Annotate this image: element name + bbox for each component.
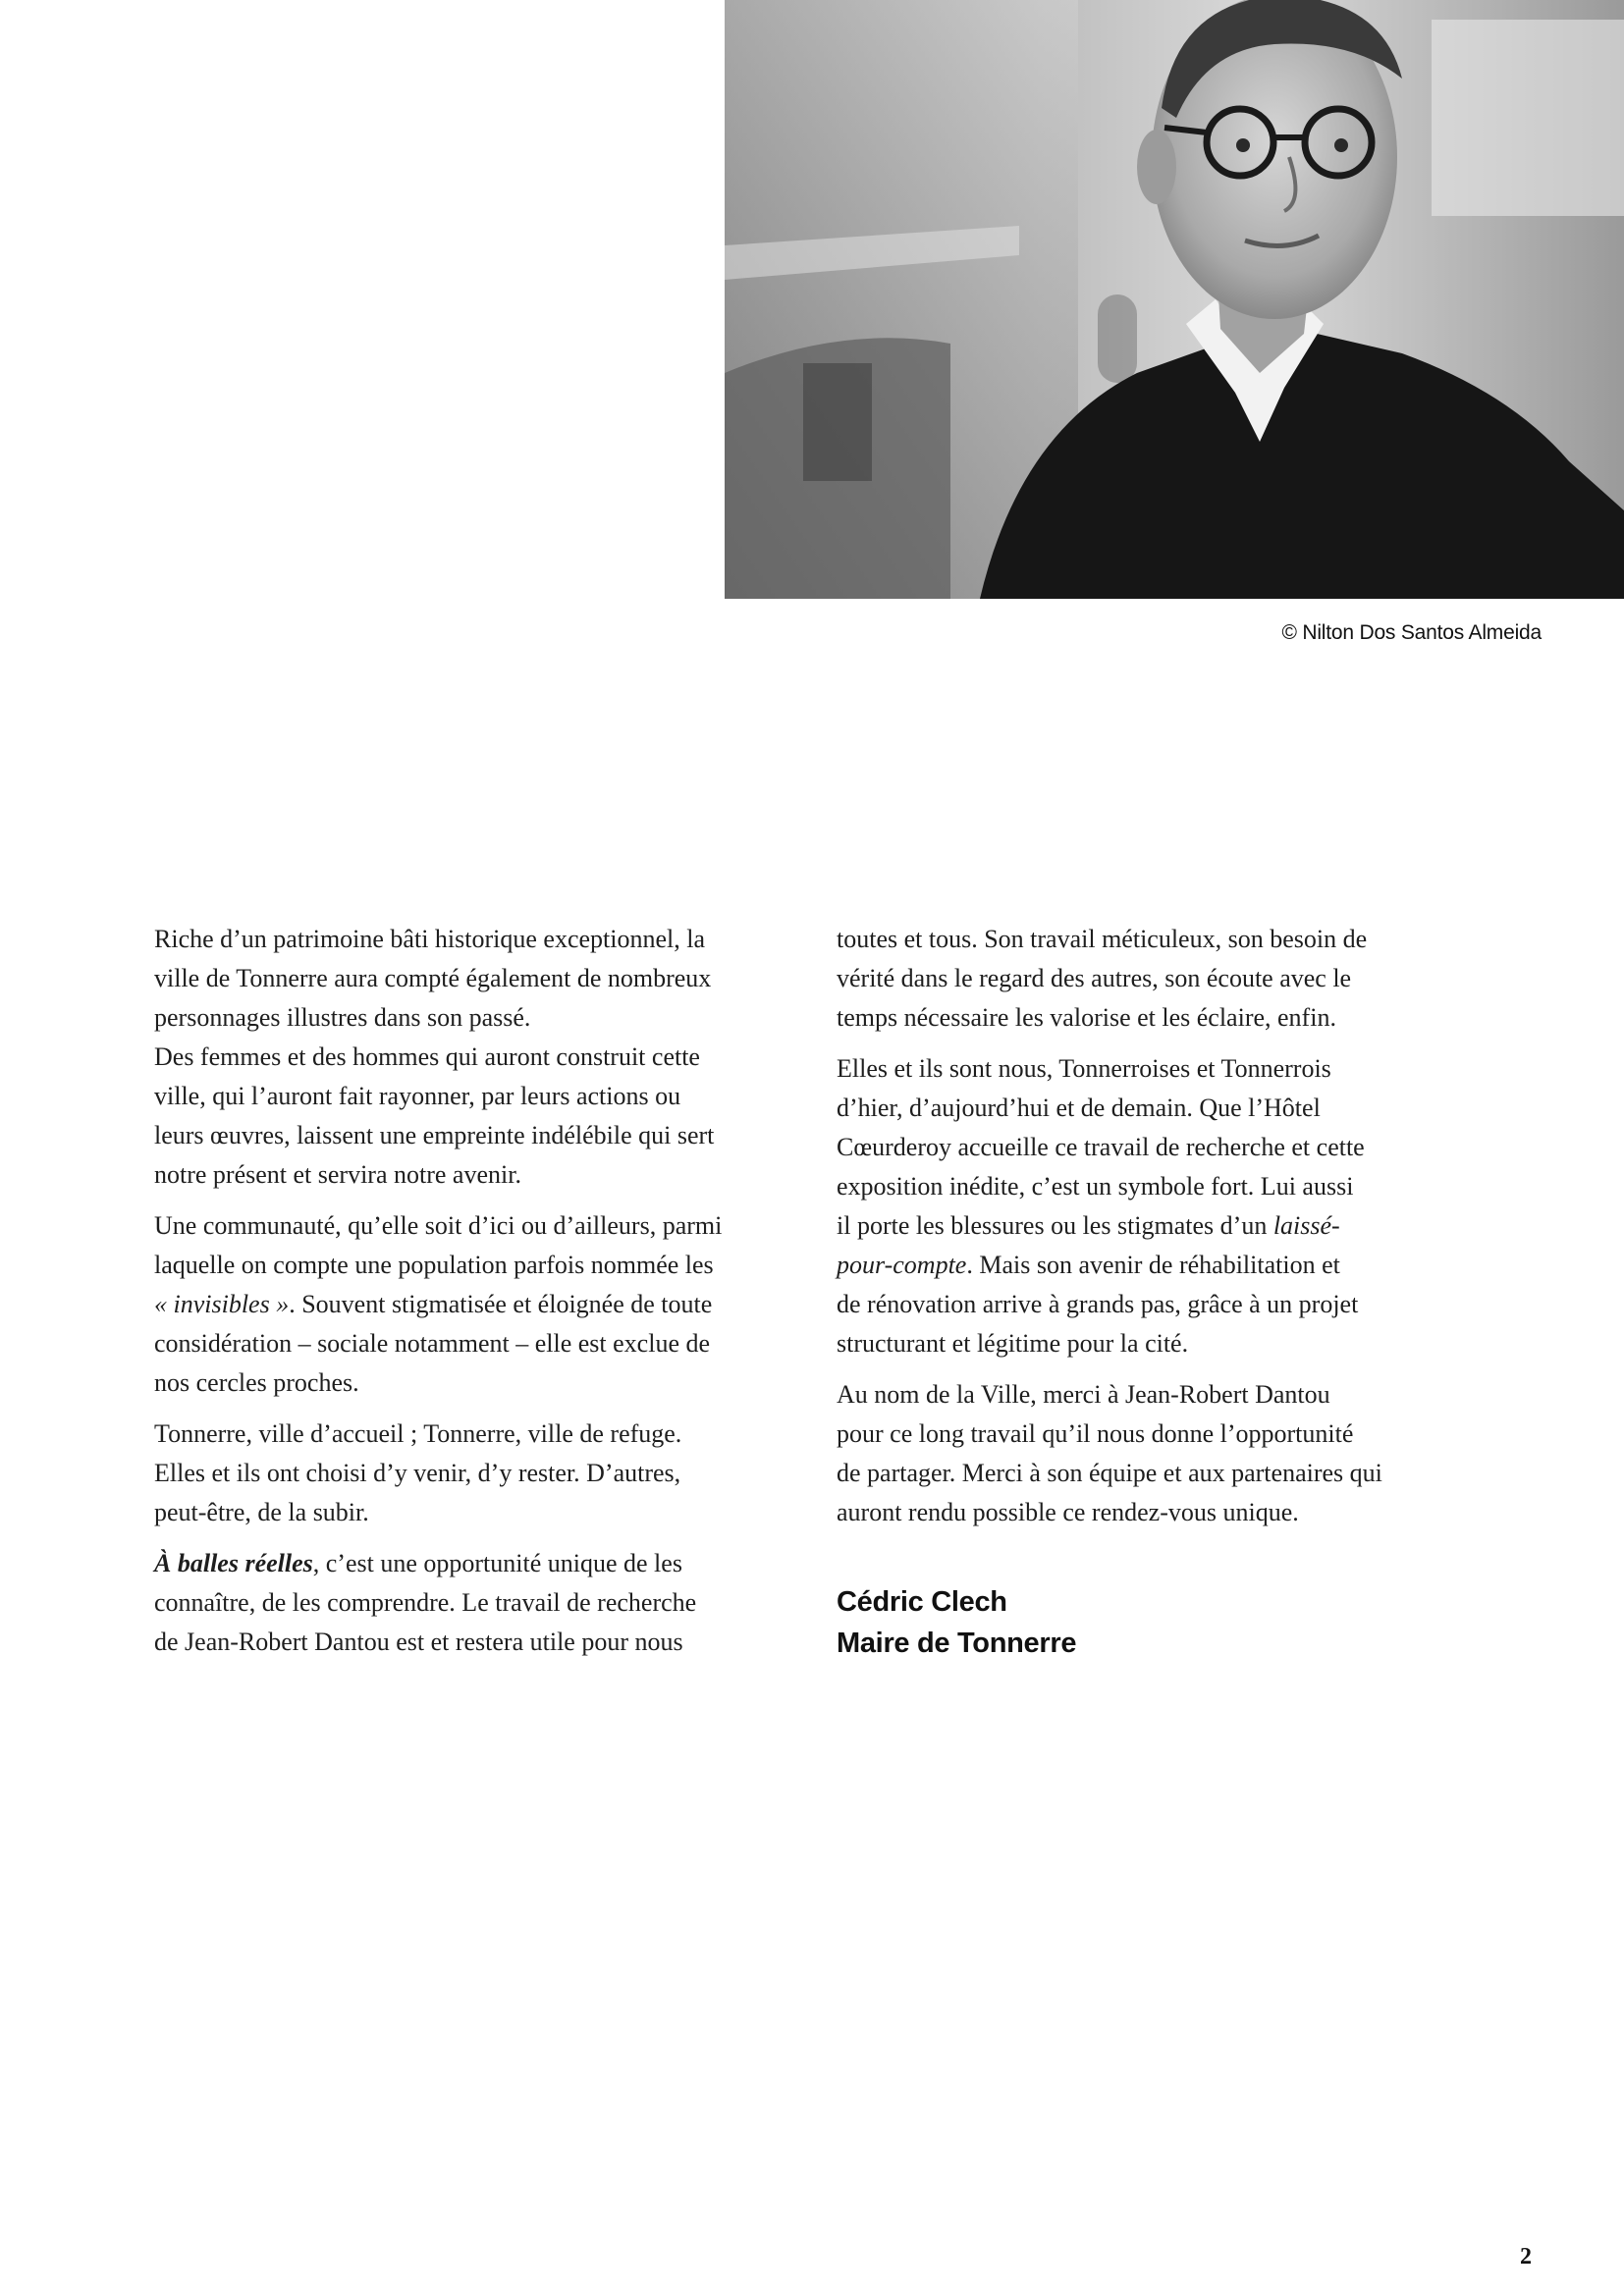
paragraph <box>837 1049 1475 1363</box>
text-line: Tonnerre, ville d’accueil ; Tonnerre, ville de refuge. <box>154 1419 682 1448</box>
text-line: Riche d’un patrimoine bâti historique exceptionnel, la <box>154 925 706 953</box>
text-line: toutes et tous. Son travail méticuleux, son besoin de <box>837 925 1368 953</box>
text-line: pour ce long travail qu’il nous donne l’opportunité <box>837 1419 1354 1448</box>
text-line: considération – sociale notamment – elle est exclue de <box>154 1329 711 1358</box>
text-line: nos cercles proches. <box>154 1368 359 1397</box>
page-number: 2 <box>1520 2244 1532 2269</box>
text-line: ville de Tonnerre aura compté également de nombreux <box>154 964 712 992</box>
text-line: structurant et légitime pour la cité. <box>837 1329 1189 1358</box>
signature <box>837 1581 1475 1664</box>
text-line <box>154 1544 792 1583</box>
text-line: Elles et ils ont choisi d’y venir, d’y rester. D’autres, <box>154 1459 681 1487</box>
text-segment: , c’est une opportunité unique de les <box>312 1549 682 1577</box>
text-line: Au nom de la Ville, merci à Jean-Robert Dantou <box>837 1380 1330 1409</box>
text-line: Des femmes et des hommes qui auront construit cette <box>154 1042 700 1071</box>
text-line: de rénovation arrive à grands pas, grâce à un projet <box>837 1290 1359 1318</box>
italic-term: pour-compte <box>837 1251 967 1279</box>
text-line: Cœurderoy accueille ce travail de recherche et cette <box>837 1133 1365 1161</box>
text-line <box>154 1285 792 1324</box>
text-line: Une communauté, qu’elle soit d’ici ou d’ailleurs, parmi <box>154 1211 723 1240</box>
paragraph <box>837 1375 1475 1532</box>
text-line: auront rendu possible ce rendez-vous unique. <box>837 1498 1299 1526</box>
signature-name: Cédric Clech <box>837 1586 1007 1618</box>
text-segment: il porte les blessures ou les stigmates d’un <box>837 1211 1273 1240</box>
text-line: connaître, de les comprendre. Le travail de recherche <box>154 1588 697 1617</box>
text-line: de partager. Merci à son équipe et aux partenaires qui <box>837 1459 1382 1487</box>
text-line: Elles et ils sont nous, Tonnerroises et Tonnerrois <box>837 1054 1331 1083</box>
text-line: ville, qui l’auront fait rayonner, par leurs actions ou <box>154 1082 681 1110</box>
text-line: exposition inédite, c’est un symbole fort. Lui aussi <box>837 1172 1354 1201</box>
text-line: peut-être, de la subir. <box>154 1498 369 1526</box>
text-line: vérité dans le regard des autres, son écoute avec le <box>837 964 1352 992</box>
italic-term: « invisibles » <box>154 1290 290 1318</box>
paragraph <box>837 920 1475 1038</box>
right-column <box>837 920 1475 1664</box>
paragraph <box>154 1415 792 1532</box>
text-line: personnages illustres dans son passé. <box>154 1003 531 1032</box>
text-line: temps nécessaire les valorise et les éclaire, enfin. <box>837 1003 1336 1032</box>
italic-term: laissé- <box>1272 1211 1340 1240</box>
text-line: laquelle on compte une population parfois nommée les <box>154 1251 714 1279</box>
text-line: d’hier, d’aujourd’hui et de demain. Que l’Hôtel <box>837 1094 1321 1122</box>
text-line <box>837 1246 1475 1285</box>
text-segment: . Mais son avenir de réhabilitation et <box>966 1251 1340 1279</box>
text-line <box>837 1206 1475 1246</box>
text-line: de Jean-Robert Dantou est et restera utile pour nous <box>154 1628 683 1656</box>
paragraph <box>154 1544 792 1662</box>
text-line: leurs œuvres, laissent une empreinte indélébile qui sert <box>154 1121 715 1149</box>
paragraph <box>154 1206 792 1403</box>
text-line: notre présent et servira notre avenir. <box>154 1160 521 1189</box>
text-segment: . Souvent stigmatisée et éloignée de toute <box>289 1290 713 1318</box>
signature-role: Maire de Tonnerre <box>837 1628 1077 1659</box>
paragraph <box>154 920 792 1195</box>
left-column <box>154 920 792 1674</box>
portrait-photo <box>725 0 1624 599</box>
exhibition-title: À balles réelles <box>154 1549 313 1577</box>
photo-credit: © Nilton Dos Santos Almeida <box>1281 621 1542 644</box>
